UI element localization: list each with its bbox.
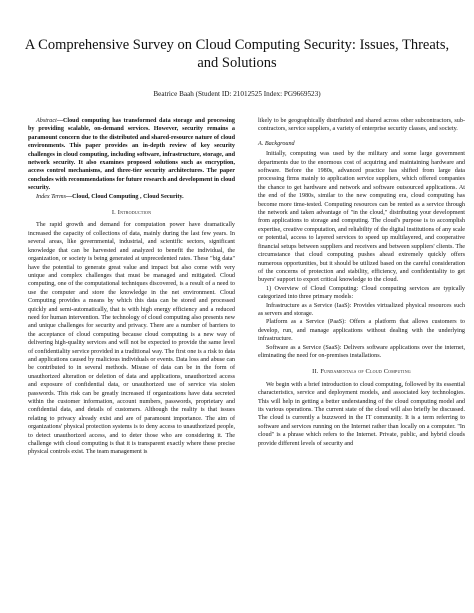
introduction-paragraph: The rapid growth and demand for computation power have dramatically increased the capacity of collections of data, mainly during the last few years. In several areas, like governmental, industrial, and scientific sectors, significant knowledge that can be harvested and analyzed to benefit the individual, the organization, or society is being generated at unprecedented rates. These "big data" have the potential to generate great value and impact but also come with very unique and complex challenges that must be managed and mitigated. Cloud computing, one of the computational techniques discovered, is a result of a need to use the computer and store the knowledge in the net environment. Cloud Computing provides a means by which this data can be stored and processed quickly and semi-automatically, that is with high energy efficiency and a reduced need for human intervention. The technology of cloud computing also presents new and unique challenges for security and privacy. There are a number of barriers to the acceptance of cloud computing because cloud computing is a new way of delivering high-quality services and will not be expected to provide the same level of confidentiality service provided in a traditional way. The first one is a risk to data and applications caused by malicious individuals or events. Data loss and abuse can be contributed to in several methods. Misuse of data can be in the form of unauthorized alteration or deletion of data and applications, unauthorized access and exposure of confidential data, or unauthorized use of service via stolen passwords. This risk can be greatly increased if organizations have data secreted within the customer information, account numbers, passwords, proprietary and confidential data, and details of customers. Although the reality is that issues relating to privacy already exist and are of paramount importance. The aim of organizations' physical protection systems is to deny access to unauthorized people, to detect unauthorized access, and to deter those who are considering it. The challenge with cloud computing is that it is transparent exactly where these precise physical controls exist. The team management is [28, 222, 235, 456]
abstract-text: —Cloud computing has transformed data storage and processing by providing scalable, on-demand services. However, security remains a paramount concern due to the distributed and shared-resource nature of cloud environments. This paper provides an in-depth review of key security challenges in cloud computing, including software, infrastructure, storage, and network security. It also examines proposed solutions such as encryption, access control mechanisms, and three-tier security architectures. The paper concludes with recommendations for future research and development in cloud security. [28, 118, 235, 192]
right-column [258, 117, 465, 448]
section-heading-introduction: I. Introduction [111, 209, 152, 217]
index-terms [28, 193, 235, 201]
author-line: Beatrice Baah (Student ID: 21012525 Index: PG9669523) [153, 90, 321, 98]
paper-title: A Comprehensive Survey on Cloud Computing Security: Issues, Threats, and Solutions [24, 37, 450, 71]
abstract [28, 117, 235, 193]
paas-paragraph: Platform as a Service (PaaS): Offers a platform that allows customers to develop, run, and manage applications without dealing with the underlying infrastructure. [258, 319, 465, 343]
index-terms-label: Index Terms [36, 193, 66, 200]
saas-paragraph: Software as a Service (SaaS): Delivers software applications over the internet, eliminating the need for on-premises installations. [258, 344, 465, 359]
section-heading-fundamentals: II. Fundamentals of Cloud Computing [312, 368, 411, 376]
background-paragraph: Initially, computing was used by the military and some large government departments due to the enormous cost of acquiring and maintaining hardware and software. Before the 1980s, advanced practice has shifted from large data processing firms mainly to application service suppliers, which offered companies the chance to get hardware and network and software outsourced applications. At the end of the 1980s, similar to the new computing era, cloud computing has become more time-tested. Computing resources can be rented as a service through the network and taken advantage of "in the cloud," distributing your development from applications to storage and computing. The cloud's purpose is to accomplish expertise, creative computation, and reliability of the digital institutions of any scale or potential, access to layered services to speed up multilayered, and cooperative financial setups between suppliers and receivers and between suppliers' clients. The circumstance that cloud computing pushes ahead extremely quickly offers numerous opportunities, but it should be utilized based on the careful consideration of the concerns of protection and stability, efficiency, and confidentiality to get buyers' support to export critical knowledge to the cloud. [258, 151, 465, 284]
overview-paragraph: 1) Overview of Cloud Computing: Cloud computing services are typically categorized into three primary models: [258, 285, 465, 301]
iaas-paragraph: Infrastructure as a Service (IaaS): Provides virtualized physical resources such as servers and storage. [258, 302, 465, 317]
continued-paragraph: likely to be geographically distributed and shared across other subcontractors, sub-contractors, service suppliers, a variety of enterprise security classes, and society. [258, 118, 465, 133]
left-column [28, 117, 235, 457]
subsection-heading-background: A. Background [258, 140, 295, 147]
abstract-label: Abstract [36, 118, 57, 124]
index-terms-text: —Cloud, Cloud Computing , Cloud Security. [65, 193, 184, 200]
fundamentals-paragraph: We begin with a brief introduction to cloud computing, followed by its essential characteristics, service and deployment models, and associated key technologies. This will help in getting a better understanding of the cloud computing model and its various operations. The current state of the cloud will also briefly be discussed. The cloud is currently a buzzword in the IT community. It is a term referring to software and services running on the Internet rather than locally on a computer. "In cloud" is a phrase which refers to the Internet. Private, public, and hybrid clouds provide different levels of security and [258, 381, 465, 447]
